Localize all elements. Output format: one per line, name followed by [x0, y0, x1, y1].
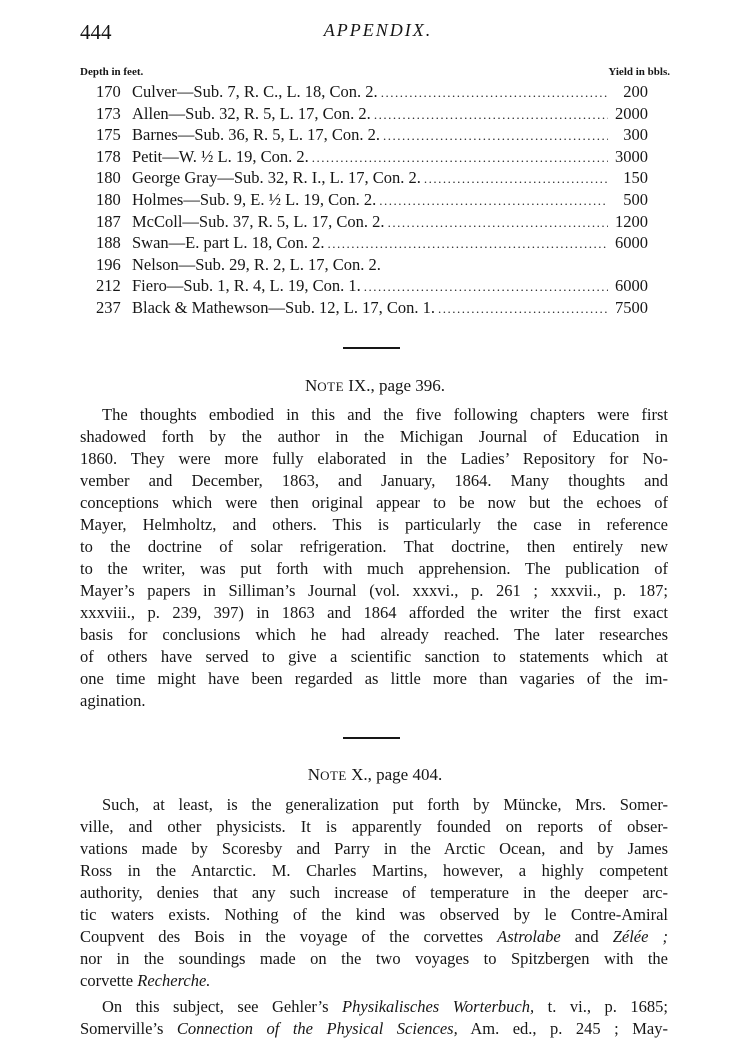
well-depth: 180	[96, 189, 121, 209]
paragraph-line: to the writer, was put forth with much apprehension. The publication of	[80, 559, 668, 578]
well-description: George Gray—Sub. 32, R. I., L. 17, Con. 2.	[132, 168, 421, 188]
dot-leader	[385, 215, 608, 231]
table-row	[96, 233, 648, 255]
note-ix-body	[80, 404, 668, 712]
paragraph-line: Mayer’s papers in Silliman’s Journal (vol. xxxvi., p. 261 ; xxxvii., p. 187;	[80, 581, 668, 600]
note-heading-ref: X., page 404.	[346, 765, 443, 784]
depth-column-heading: Depth in feet.	[80, 66, 144, 78]
note-heading-ref: IX., page 396.	[344, 376, 446, 395]
section-divider	[343, 347, 400, 349]
dot-leader	[324, 236, 608, 252]
table-row	[96, 147, 648, 169]
paragraph-line: basis for conclusions which he had already reached. The later researches	[80, 625, 668, 644]
italic-book-title: Connection of the Physical Sciences,	[176, 1019, 458, 1038]
paragraph-line: one time might have been regarded as little more than vagaries of the im-	[80, 669, 668, 688]
well-description: McColl—Sub. 37, R. 5, L. 17, Con. 2.	[132, 211, 385, 231]
well-depth: 178	[96, 146, 121, 166]
well-yield: 500	[623, 189, 648, 209]
well-yield: 6000	[615, 276, 648, 296]
paragraph-line: tic waters exists. Nothing of the kind was observed by le Contre-Amiral	[80, 905, 668, 924]
note-heading-initial: N	[307, 765, 321, 784]
well-description: Black & Mathewson—Sub. 12, L. 17, Con. 1.	[132, 297, 435, 317]
section-divider	[343, 737, 400, 739]
page-number: 444	[80, 20, 112, 44]
paragraph-line: to the doctrine of solar refrigeration. That doctrine, then entirely new	[80, 537, 668, 556]
well-yield: 150	[623, 168, 648, 188]
italic-ship-name: Recherche.	[137, 971, 211, 990]
paragraph-line: of others have served to give a scientific sanction to statements which at	[80, 647, 668, 666]
paragraph-line: The thoughts embodied in this and the five following chapters were first	[102, 405, 668, 424]
paragraph-line: vations made by Scoresby and Parry in the Arctic Ocean, and by James	[80, 839, 668, 858]
note-heading-smallcaps: OTE	[320, 768, 347, 783]
italic-ship-name: Astrolabe	[497, 927, 561, 946]
well-description: Swan—E. part L. 18, Con. 2.	[132, 233, 325, 253]
paragraph-line: authority, denies that any such increase of temperature in the deeper arc-	[80, 883, 668, 902]
paragraph-line: Such, at least, is the generalization put forth by Müncke, Mrs. Somer-	[102, 795, 668, 814]
dot-leader	[435, 301, 608, 317]
well-depth: 180	[96, 168, 121, 188]
dot-leader	[380, 128, 608, 144]
well-yield: 1200	[615, 211, 648, 231]
well-depth: 175	[96, 125, 121, 145]
text-run: and	[560, 927, 613, 946]
paragraph-line: ville, and other physicists. It is apparently founded on reports of obser-	[80, 817, 668, 836]
well-description: Allen—Sub. 32, R. 5, L. 17, Con. 2.	[132, 103, 371, 123]
table-row	[96, 212, 648, 234]
note-heading-initial: N	[304, 376, 318, 395]
note-heading-smallcaps: OTE	[317, 379, 345, 394]
well-description: Fiero—Sub. 1, R. 4, L. 19, Con. 1.	[132, 276, 361, 296]
paragraph-line: shadowed forth by the author in the Michigan Journal of Education in	[80, 427, 668, 446]
text-run: t. vi., p. 1685;	[534, 997, 668, 1016]
paragraph-line: xxxviii., p. 239, 397) in 1863 and 1864 afforded the writer the first exact	[80, 603, 668, 622]
paragraph-line	[80, 970, 668, 992]
well-depth: 196	[96, 254, 121, 274]
paragraph-line	[80, 1018, 668, 1040]
note-x-body	[80, 794, 668, 1040]
well-depth: 188	[96, 233, 121, 253]
well-depth: 212	[96, 276, 121, 296]
dot-leader	[371, 107, 608, 123]
paragraph-line: conceptions which were then original appear to be now but the echoes of	[80, 493, 668, 512]
note-x-heading	[80, 765, 670, 785]
paragraph-line	[80, 996, 668, 1018]
dot-leader	[361, 279, 608, 295]
dot-leader	[421, 171, 608, 187]
text-run: Somerville’s	[80, 1019, 177, 1038]
text-run: corvette	[80, 971, 138, 990]
text-run: On this subject, see Gehler’s	[102, 997, 343, 1016]
paragraph-line: Mayer, Helmholtz, and others. This is particularly the case in reference	[80, 515, 668, 534]
dot-leader	[378, 85, 608, 101]
yield-column-heading: Yield in bbls.	[608, 66, 670, 78]
well-description: Culver—Sub. 7, R. C., L. 18, Con. 2.	[132, 82, 378, 101]
well-yield: 3000	[615, 146, 648, 166]
dot-leader	[376, 193, 608, 209]
paragraph-line: 1860. They were more fully elaborated in the Ladies’ Repository for No-	[80, 449, 668, 468]
well-depth: 187	[96, 211, 121, 231]
well-depth: 170	[96, 82, 121, 101]
well-description: Nelson—Sub. 29, R. 2, L. 17, Con. 2.	[132, 254, 381, 274]
well-description: Barnes—Sub. 36, R. 5, L. 17, Con. 2.	[132, 125, 380, 145]
note-ix-heading	[80, 376, 670, 396]
italic-book-title: Physikalisches Worterbuch,	[342, 997, 535, 1016]
table-row	[96, 168, 648, 190]
dot-leader	[309, 150, 608, 166]
running-head: APPENDIX.	[323, 20, 433, 40]
table-row	[96, 298, 648, 320]
wells-table	[96, 82, 648, 320]
table-row	[96, 104, 648, 126]
italic-ship-name: Zélée ;	[612, 927, 668, 946]
well-depth: 173	[96, 103, 121, 123]
page-header	[80, 18, 676, 48]
table-row	[96, 190, 648, 212]
paragraph-line: vember and December, 1863, and January, 1864. Many thoughts and	[80, 471, 668, 490]
text-run: Coupvent des Bois in the voyage of the corvettes	[80, 927, 498, 946]
well-yield: 7500	[615, 297, 648, 317]
table-row	[96, 276, 648, 298]
table-row	[96, 125, 648, 147]
well-yield: 2000	[615, 103, 648, 123]
well-yield: 200	[623, 82, 648, 101]
table-column-headings	[80, 66, 670, 82]
well-description: Holmes—Sub. 9, E. ½ L. 19, Con. 2.	[132, 189, 377, 209]
well-description: Petit—W. ½ L. 19, Con. 2.	[132, 146, 309, 166]
table-row	[96, 255, 648, 277]
table-row	[96, 82, 648, 104]
text-run: Am. ed., p. 245 ; May-	[457, 1019, 668, 1038]
well-depth: 237	[96, 297, 121, 317]
paragraph-line: Ross in the Antarctic. M. Charles Martins, however, a highly competent	[80, 861, 668, 880]
well-yield: 6000	[615, 233, 648, 253]
paragraph-line: agination.	[80, 691, 146, 710]
well-yield: 300	[623, 125, 648, 145]
paragraph-line: nor in the soundings made on the two voyages to Spitzbergen with the	[80, 949, 668, 968]
paragraph-line	[80, 926, 668, 948]
